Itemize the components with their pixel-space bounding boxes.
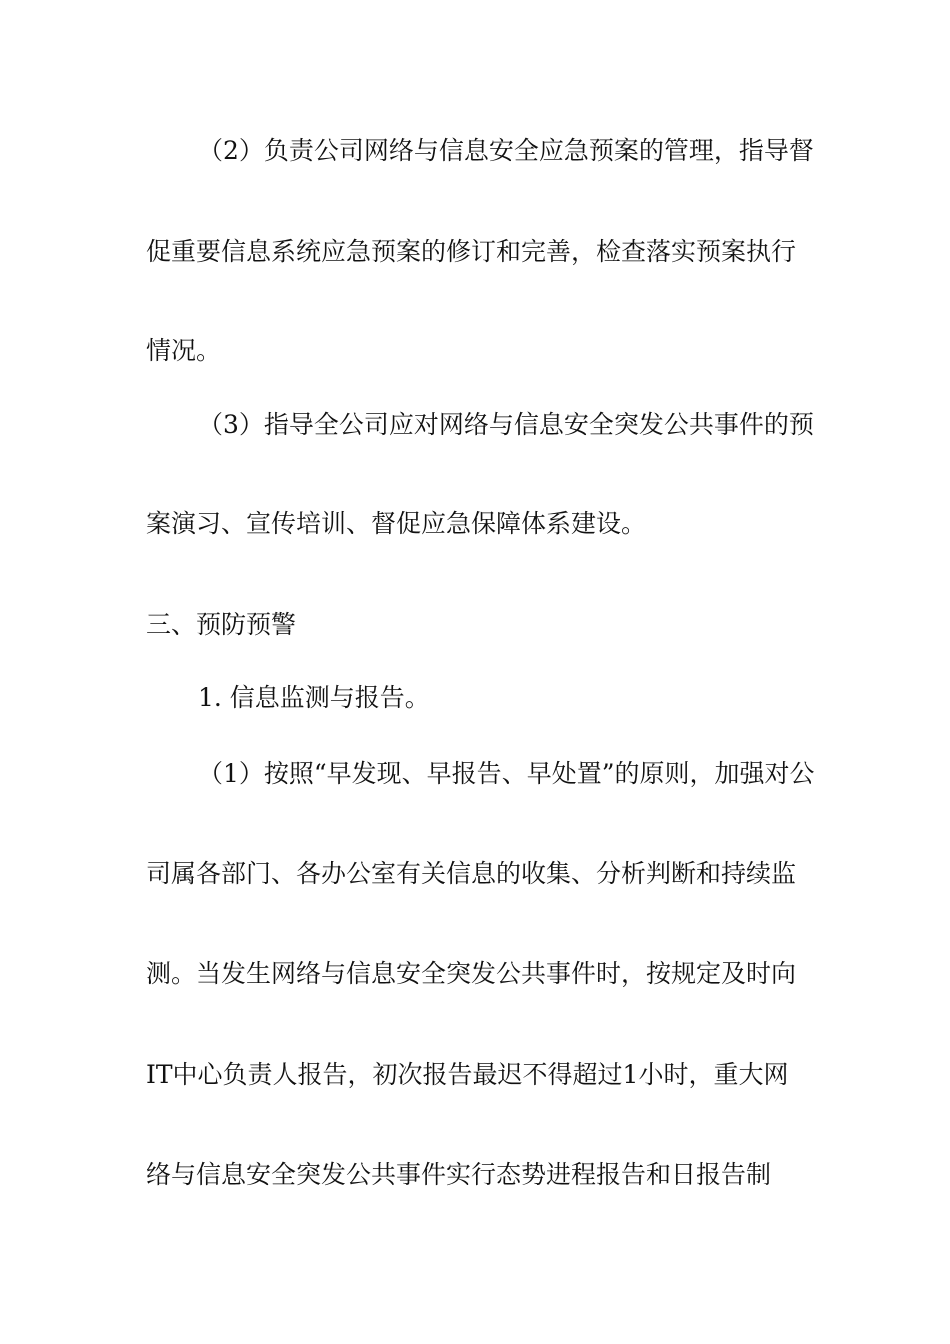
paragraph-1-line-2: 司属各部门、各办公室有关信息的收集、分析判断和持续监 xyxy=(146,859,797,888)
paragraph-1-line-5: 络与信息安全突发公共事件实行态势进程报告和日报告制 xyxy=(146,1160,772,1189)
paragraph-3-line-2: 案演习、宣传培训、督促应急保障体系建设。 xyxy=(146,509,647,538)
paragraph-1-line-1: （1）按照“早发现、早报告、早处置”的原则，加强对公 xyxy=(198,759,815,788)
paragraph-2-line-3: 情况。 xyxy=(146,336,222,365)
paragraph-2-line-2: 促重要信息系统应急预案的修订和完善，检查落实预案执行 xyxy=(146,237,797,266)
section-heading: 三、预防预警 xyxy=(146,610,297,639)
subsection-heading: 1. 信息监测与报告。 xyxy=(198,683,430,712)
paragraph-1-line-3: 测。当发生网络与信息安全突发公共事件时，按规定及时向 xyxy=(146,959,797,988)
paragraph-1-line-4: IT中心负责人报告，初次报告最迟不得超过1小时，重大网 xyxy=(146,1060,789,1089)
paragraph-3-line-1: （3）指导全公司应对网络与信息安全突发公共事件的预 xyxy=(198,410,814,439)
paragraph-2-line-1: （2）负责公司网络与信息安全应急预案的管理，指导督 xyxy=(198,136,814,165)
